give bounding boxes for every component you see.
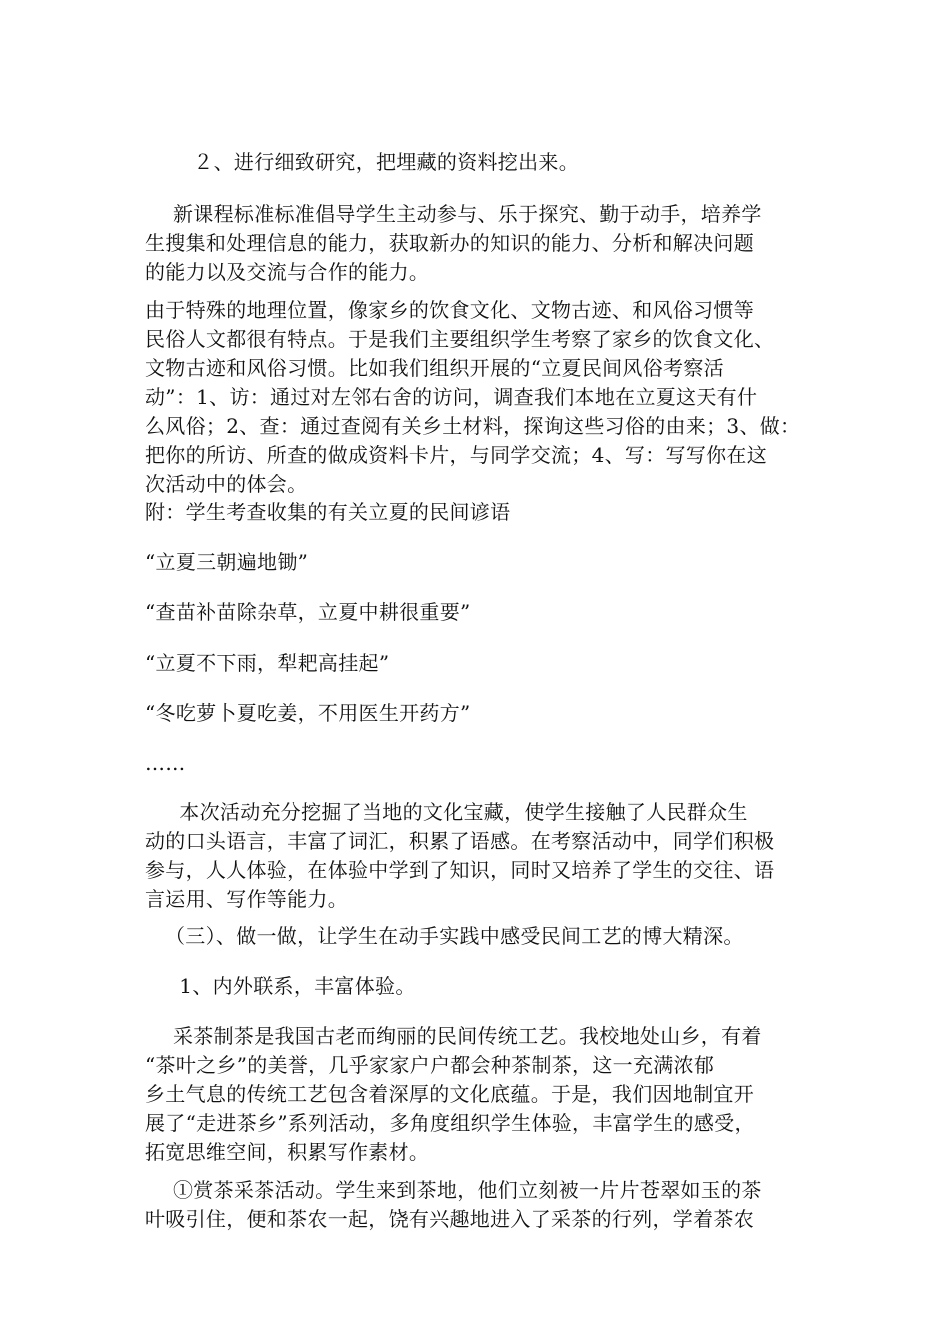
text-line: 展了“走进茶乡”系列活动，多角度组织学生体验，丰富学生的感受， [145, 1111, 755, 1135]
section-heading-three [145, 922, 810, 951]
text-line: 动的口头语言，丰富了词汇，积累了语感。在考察活动中，同学们积极 [145, 829, 775, 853]
proverb-item [145, 699, 810, 728]
text-line: 文物古迹和风俗习惯。比如我们组织开展的“立夏民间风俗考察活 [145, 356, 724, 380]
text-line: 由于特殊的地理位置，像家乡的饮食文化、文物古迹、和风俗习惯等 [145, 298, 754, 322]
text-line: 次活动中的体会。 [145, 472, 308, 496]
text-line: ①赏茶采茶活动。学生来到茶地，他们立刻被一片片苍翠如玉的茶 [173, 1178, 762, 1202]
text-line: 乡土气息的传统工艺包含着深厚的文化底蕴。于是，我们因地制宜开 [145, 1082, 754, 1106]
paragraph-tea-picking [145, 1176, 810, 1234]
proverb-item [145, 548, 810, 577]
text-line: …… [145, 751, 186, 775]
subheading-internal-external [145, 972, 810, 1001]
text-line: 么风俗；2、查：通过查阅有关乡土材料，探询这些习俗的由来；3、做： [145, 414, 801, 438]
proverb-item [145, 598, 810, 627]
text-line: 把你的所访、所查的做成资料卡片，与同学交流；4、写：写写你在这 [145, 443, 768, 467]
text-line: （三）、做一做，让学生在动手实践中感受民间工艺的博大精深。 [165, 924, 744, 948]
text-line: ２、进行细致研究，把埋藏的资料挖出来。 [173, 150, 579, 174]
paragraph-appendix-heading [145, 498, 810, 527]
text-line: “茶叶之乡”的美誉，几乎家家户户都会种茶制茶，这一充满浓郁 [145, 1053, 715, 1077]
ellipsis [145, 749, 810, 778]
text-line: 1、内外联系，丰富体验。 [159, 974, 416, 998]
text-line: 言运用、写作等能力。 [145, 887, 348, 911]
text-line: 生搜集和处理信息的能力，获取新办的知识的能力、分析和解决问题 [145, 231, 754, 255]
text-line: 采茶制茶是我国古老而绚丽的民间传统工艺。我校地处山乡，有着 [173, 1024, 762, 1048]
text-line: 参与，人人体验，在体验中学到了知识，同时又培养了学生的交往、语 [145, 858, 775, 882]
paragraph-tea-craft [145, 1022, 810, 1167]
text-line: “查苗补苗除杂草，立夏中耕很重要” [145, 600, 471, 624]
text-line: 民俗人文都很有特点。于是我们主要组织学生考察了家乡的饮食文化、 [145, 327, 775, 351]
text-line: “立夏不下雨，犁耙高挂起” [145, 651, 390, 675]
text-line: “立夏三朝遍地锄” [145, 550, 309, 574]
text-line: 附：学生考查收集的有关立夏的民间谚语 [145, 500, 511, 524]
text-line: 拓宽思维空间，积累写作素材。 [145, 1140, 430, 1164]
paragraph-folk-customs [145, 296, 810, 499]
text-line: 新课程标准标准倡导学生主动参与、乐于探究、勤于动手，培养学 [173, 202, 762, 226]
proverb-item [145, 649, 810, 678]
text-line: “冬吃萝卜夏吃姜，不用医生开药方” [145, 701, 471, 725]
text-line: 的能力以及交流与合作的能力。 [145, 260, 430, 284]
paragraph-curriculum-standard [145, 200, 810, 287]
text-line: 叶吸引住，便和茶农一起，饶有兴趣地进入了采茶的行列，学着茶农 [145, 1207, 754, 1231]
text-line: 动”：1、访：通过对左邻右舍的访问，调查我们本地在立夏这天有什 [145, 385, 758, 409]
paragraph-activity-summary [145, 798, 810, 914]
paragraph-research-step [145, 148, 810, 177]
text-line: 本次活动充分挖掘了当地的文化宝藏，使学生接触了人民群众生 [159, 800, 748, 824]
